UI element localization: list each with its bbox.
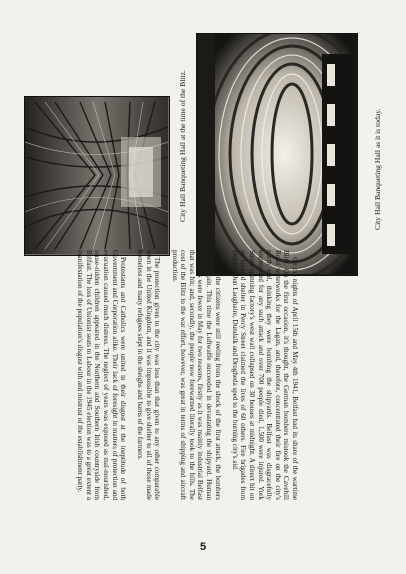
article-text [76,250,299,500]
today-photo [196,33,358,276]
today-photo-caption: City Hall Banqueting Hall as it is today. [373,108,382,230]
paragraph-3: The protection given to the city was less than that given to any other comparable town in the United Kingdom, and it was impossible to give shelter to all of those made homeless and many refugees slept in the sheighs and barns of the farmers. [136,250,162,500]
blitz-photo-caption: City Hall Banqueting Hall at the time of the Blitz. [178,70,187,222]
page-number: 5 [199,541,207,553]
paragraph-2: While the citizens were still reeling from the shock of the first attack, the bombers struck again. This time the Luftwaffe succeeded in devastating the shipyard. Human casualties were fewer in May for two reasons, firstly as it was mainly industrial Belfast that was hit; and, secondly, the people now forewarned literally took to the hills. The cost of the Blitz to the war effort, however, was great in terms of shipping and aircraft production. [170,250,222,500]
blitz-ruins-image [25,97,168,254]
banqueting-hall-image [197,34,356,274]
paragraph-1: On the nights of April 15th and May 4th 1941, Belfast had its share of the wartime Blitz. On the first occasion, it's thought, the German bombers mistook the Cavehill Road waterworks for the Lagan, and, therefore, concentrated their fire on the city's north end, thinking they were bombing the shipyards. Belfast was disgracefully unprepared for any such attack and over 700 people died, 1,500 were injured. York Street spinning factory's west wall collapsed on 30 houses at midnight. A direct hit on an air-raid shelter in Percy Street claimed the lives of 60 others. Fire brigades from Dublin, Dun Laoghaire, Dundalk and Drogheda sped to the burning city's aid. [230,250,299,500]
blitz-photo [24,96,170,256]
paragraph-4: Protestants and Catholics were united in their disgust at the ineptitude of both Government and Corporation alike. Their lack of foresight in matters of protection and evacuation caused much distress. The neglect of years was exposed as mal-nourished, louse-ridden children appeared in the Northern and Southern Irish countryside from Belfast. The loss of Unionist seats to Labour in the 1945 election was to a great extent a manifestation of the population's disgust with and mistrust of the establishment party. [76,250,128,500]
